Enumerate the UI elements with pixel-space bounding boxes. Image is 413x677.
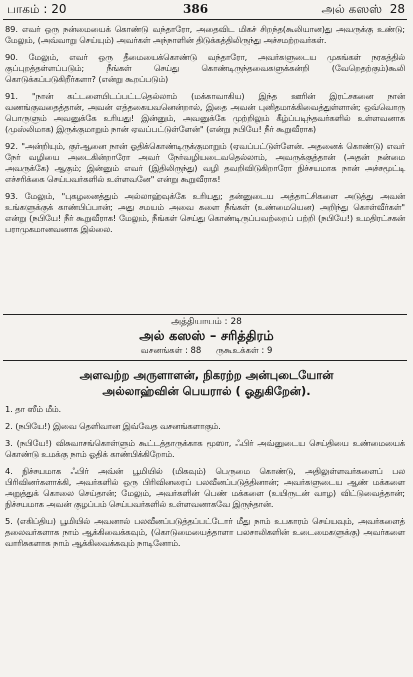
- verse-3: 3. (நபியே!) விசுவாசங்கொள்ளும் கூட்டத்தாருக்காக மூஸா, ஃபிர் அவ்னுடைய செய்தியை உண்மையைக் கொண்டு உமக்கு நாம் ஓதிக் காண்பிக்கிறோம்.: [5, 438, 405, 459]
- verse-90: 90. மேலும், எவர் ஒரு தீமையைக்கொண்டு வந்தாரோ, அவர்களுடைய முகங்கள் நரகத்தில் குப்புறத்தள்ளப்படும்; நீங்கள் செய்து கொண்டிருந்தவைகளுக்கன்றி (வேறெதற்கும்)கூலி கொடுக்கப்படுகிறீர்களா? (என்று கூறப்படும்): [5, 52, 405, 84]
- part-label: பாகம் : 20: [7, 2, 67, 16]
- verse-2: 2. (நபியே!) இவை தெளிவான இவ்வேத வசனங்களாகும்.: [5, 421, 221, 431]
- chapter-heading: [0, 316, 413, 357]
- verse-4: 4. நிச்சயமாக ஃபிர் அவ்ன் பூமியில் (மிகவும்) பெருமை கொண்டு, அதிலுள்ளவர்களைப் பல பிரிவினர்களாக்கி, அவர்களில் ஒரு பிரிவினரைப் பலவீனப்படுத்தினான்; அவர்களுடைய ஆண் மக்களை அறுத்துக் கொலை செய்தான்; மேலும், அவர்களின் பெண் மக்களை (உயிருடன் வாழ) விட்டுவைத்தான்; நிச்சயமாக அவன் குழப்பம் செய்பவர்களில் உள்ளவனாகவே இருந்தான்.: [5, 466, 405, 509]
- page-number: 386: [183, 2, 209, 16]
- sections-count: ருகூஉக்கள் : 9: [216, 346, 273, 356]
- chapter-title: அல் கஸஸ் – சரித்திரம்: [139, 329, 274, 344]
- verse-93: 93. மேலும், "புகழனைத்தும் அல்லாஹ்வுக்கே உரியது; தன்னுடைய அத்தாட்சிகளை அடுத்து அவன் உங்களுக்குக் காண்பிப்பான்; அது சமயம் அவை களை நீங்கள் (உண்மையென) அறிந்து கொள்வீர்கள்" என்று (நபியே! நீர் கூறுவீராக! மேலும், நீங்கள் செய்து கொண்டிருப்பவற்றைப் பற்றி (நபியே!) உமதிரட்சகன் பராமுகமானவனாக இல்லை.: [5, 191, 405, 234]
- bismillah-divider: [3, 360, 407, 361]
- verse-89: 89. எவர் ஒரு நன்மையைக் கொண்டு வந்தாரோ, அதைவிட மிகச் சிறந்த(கூலியான)து அவருக்கு உண்டு; மேலும், (அவ்வாறு செய்யும்) அவர்கள் அந்நாளின் திடுக்கத்திலிருந்து அச்சமற்றவர்கள்.: [5, 24, 405, 45]
- header-divider: [3, 19, 407, 20]
- verses-count: வசனங்கள் : 88: [140, 346, 202, 356]
- verse-5: 5. (எகிப்திய) பூமியில் அவனால் பலவீனப்படுத்தப்பட்டோர் மீது நாம் உபகாரம் செய்யவும், அவர்களைத் தலைவர்களாக நாம் ஆக்கிவைக்கவும், (கொடுமையைத்தாளா பலசாலிகளின் உடைமைகளுக்கு) அவர்களை வாரிசுகளாக நாம் ஆக்கிவைக்கவும் நாடினோம்.: [5, 516, 405, 548]
- bismillah: [0, 367, 413, 399]
- verse-1: 1. தா ஸீம் மீம்.: [5, 404, 62, 414]
- bismillah-line-2: அல்லாஹ்வின் பெயரால் ( ஓதுகிறேன்).: [102, 384, 311, 398]
- surah-label: அல் கஸஸ்: [321, 2, 383, 16]
- surah-number: 28: [389, 2, 405, 16]
- chapter-divider: [3, 314, 407, 315]
- bismillah-line-1: அளவற்ற அருளாளன், நிகரற்ற அன்புடையோன்: [79, 368, 334, 382]
- chapter-meta: [0, 346, 413, 357]
- top-verses: [5, 24, 405, 235]
- page-header: [3, 2, 407, 18]
- verse-91: 91. "நான் கட்டளையிடப்பட்டதெல்லாம் (மக்காவாகிய) இந்த ஊரின் இரட்சகனை நான் வணங்குவதைத்தான், அவன் எத்தகையவனென்றால், இதை அவன் புனிதமாக்கிவைத்துள்ளான்; ஒவ்வொரு பொருளும் அவனுக்கே உரியது! இன்னும், அவனுக்கே முற்றிலும் கீழ்ப்படிந்தவர்களில் உள்ளவனாக (முஸ்லிமாக) இருக்குமாறும் நான் ஏவப்பட்டுள்ளேன்" (என்று நபியே! நீர் கூறுவீராக): [5, 91, 405, 134]
- verse-92: 92. "அன்றியும், குர்ஆனை நான் ஓதிக்கொண்டிருக்குமாறும் (ஏவப்பட்டுள்ளேன். அதனைக் கொண்டு) எவர் நேர் வழியை அடைகின்றாரோ அவர் நேர்வழியடைவதெல்லாம், அவருக்குத்தான் (அதன் நன்மை அவருக்கே) ஆகும்; இன்னும் எவர் (இதிலிருந்து) வழி தவறிவிடுகிறாரோ நிச்சயமாக நான் அச்சமூட்டி எச்சரிக்கை செய்பவர்களில் உள்ளவனே" என்று கூறுவீராக!: [5, 141, 405, 184]
- chapter-number: அத்தியாயம் : 28: [171, 317, 242, 327]
- surah-header: [322, 2, 406, 18]
- bottom-verses: [5, 404, 405, 549]
